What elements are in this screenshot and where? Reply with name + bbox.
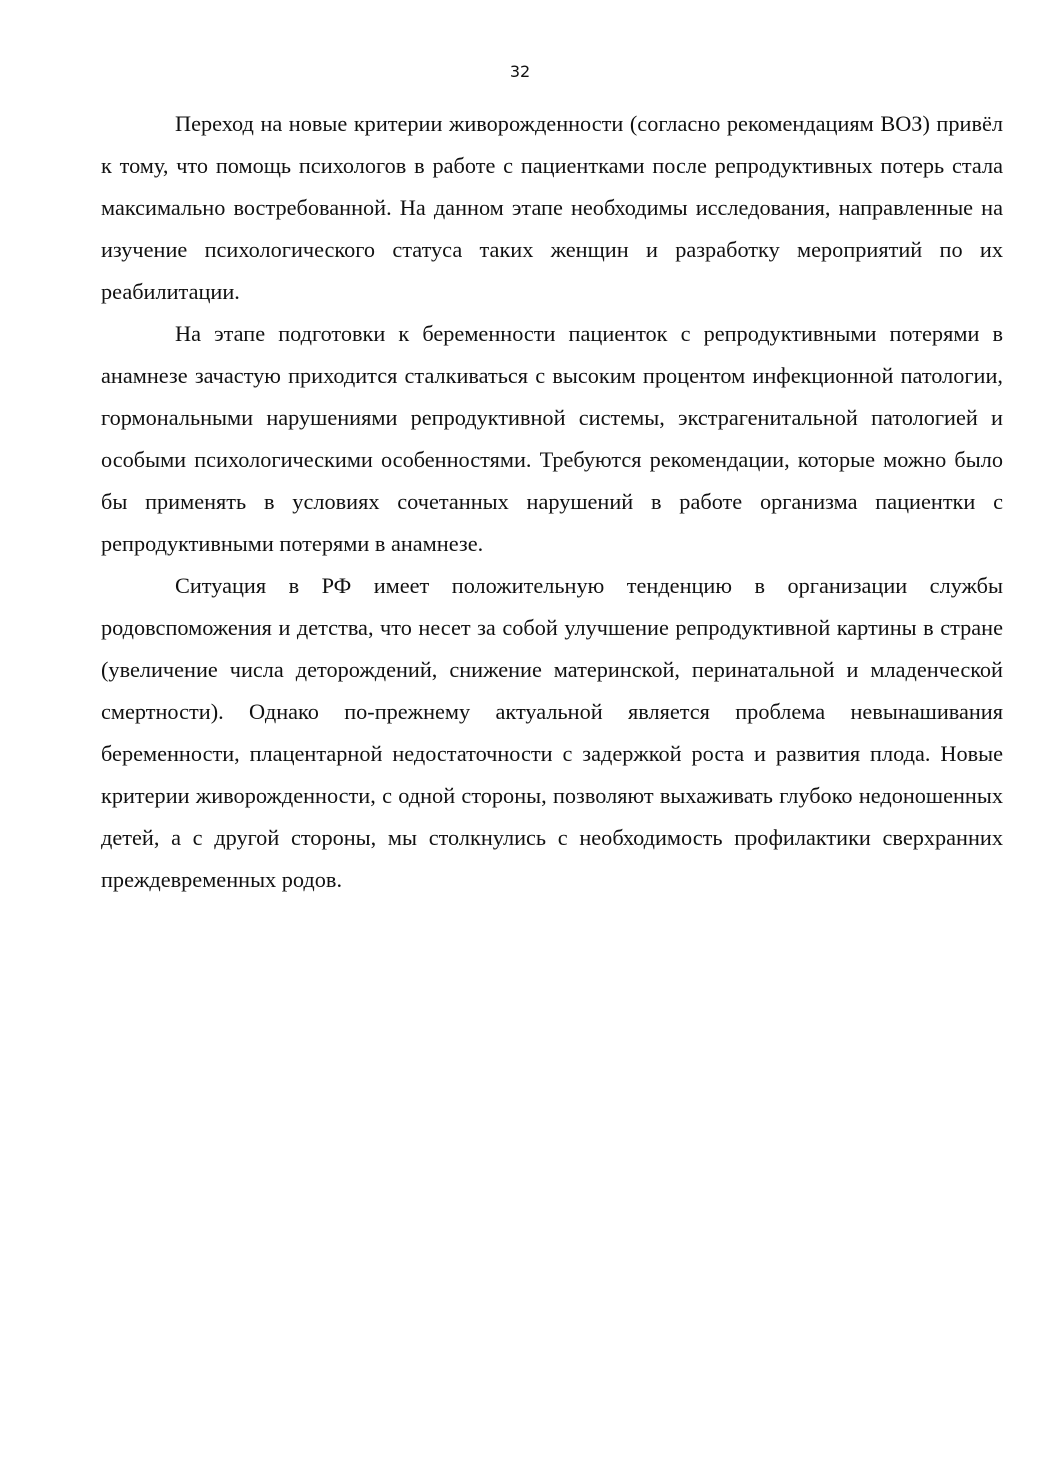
paragraph-2: На этапе подготовки к беременности пациенток с репродуктивными потерями в анамнезе зачастую приходится сталкиваться с высоким процентом инфекционной патологии, гормональными нарушениями репродуктивной системы, экстрагенитальной патологией и особыми психологическими особенностями. Требуются рекомендации, которые можно было бы применять в условиях сочетанных нарушений в работе организма пациентки с репродуктивными потерями в анамнезе. <box>101 321 1003 556</box>
paragraph-1: Переход на новые критерии живорожденности (согласно рекомендациям ВОЗ) привёл к тому, что помощь психологов в работе с пациентками после репродуктивных потерь стала максимально востребованной. На данном этапе необходимы исследования, направленные на изучение психологического статуса таких женщин и разработку мероприятий по их реабилитации. <box>101 111 1003 304</box>
body-text <box>101 103 1003 901</box>
paragraph-3: Ситуация в РФ имеет положительную тенденцию в организации службы родовспоможения и детства, что несет за собой улучшение репродуктивной картины в стране (увеличение числа деторождений, снижение материнской, перинатальной и младенческой смертности). Однако по-прежнему актуальной является проблема невынашивания беременности, плацентарной недостаточности с задержкой роста и развития плода. Новые критерии живорожденности, с одной стороны, позволяют выхаживать глубоко недоношенных детей, а с другой стороны, мы столкнулись с необходимость профилактики сверхранних преждевременных родов. <box>101 573 1003 892</box>
page-number: 32 <box>509 62 531 81</box>
